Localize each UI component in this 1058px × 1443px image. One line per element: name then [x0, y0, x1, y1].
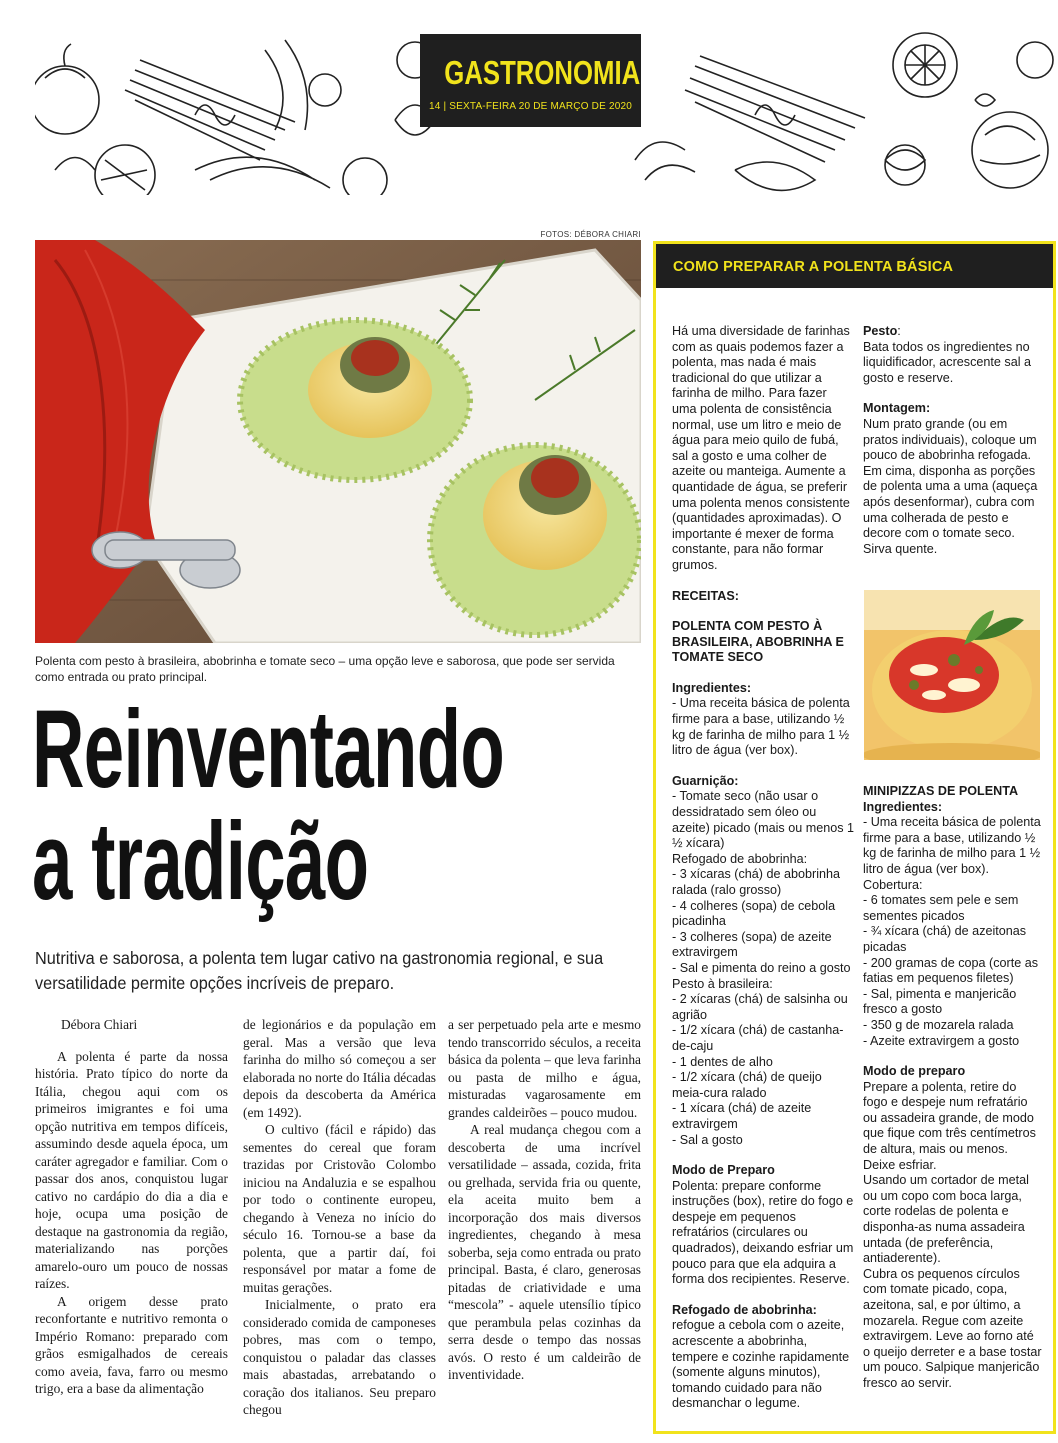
minipizza-photo — [864, 590, 1040, 760]
list-item: - 350 g de mozarela ralada — [863, 1017, 1014, 1032]
montagem-label: Montagem: — [863, 401, 931, 416]
list-item: - Azeite extravirgem a gosto — [863, 1033, 1020, 1048]
headline-line-1: Reinventando — [32, 688, 505, 811]
recipe-sidebar — [653, 241, 1056, 1434]
ingredientes-label: Ingredientes: — [672, 680, 752, 695]
list-item: - 1/2 xícara (chá) de queijo meia-cura ralado — [672, 1070, 822, 1100]
guarnicao-label: Guarnição: — [672, 773, 739, 788]
modo-preparo-label: Modo de Preparo — [672, 1163, 775, 1178]
list-item: - 1 dentes de alho — [672, 1054, 773, 1069]
list-item: - Sal e pimenta do reino a gosto — [672, 960, 851, 975]
list-item: Pesto à brasileira: — [672, 976, 773, 991]
sidebar-column-2-lower — [863, 784, 1043, 1392]
list-item: - 200 gramas de copa (corte as fatias em pequenos filetes) — [863, 955, 1039, 986]
article-paragraph: A polenta é parte da nossa história. Prato típico do norte da Itália, chegou aqui com os primeiros imigrantes e foi uma opção nutritiva em tempos difíceis, assumindo desde aquela época, um caráter agregador e familiar. Com o passar dos anos, conquistou lugar cativo no cardápio do dia a dia e hoje, ocupa uma posição de destaque na gastronomia da região, materializando nas porções amarelo-ouro um pouco de nossas raízes. — [35, 1048, 228, 1291]
list-item: - 1 xícara (chá) de azeite extravirgem — [672, 1101, 812, 1131]
sidebar-intro: Há uma diversidade de farinhas com as quais podemos fazer a polenta, mas nada é mais tradicional do que utilizar a farinha de milho. Para fazer uma polenta de consistência normal, use um litro e meio de água para meio quilo de fubá, sal a gosto e uma colher de azeite ou manteiga. Aumente a quantidade de água, se preferir uma polenta menos consistente (quantidades aproximadas). O importante é mexer de forma constante, para não formar grumos. — [672, 324, 850, 572]
sidebar-title: COMO PREPARAR A POLENTA BÁSICA — [673, 259, 954, 275]
list-item: - 2 xícaras (chá) de salsinha ou agrião — [672, 992, 848, 1022]
section-header — [420, 34, 641, 127]
ingredientes-2-label: Ingredientes: — [863, 799, 943, 814]
sidebar-column-1 — [672, 324, 854, 1412]
montagem-text: Num prato grande (ou em pratos individuais), coloque um pouco de abobrinha refogada. Em cima, disponha as porções de polenta uma a uma (aqueça após desenformar), cubra com uma colherada de pesto e decore com o tomate seco. Sirva quente. — [863, 416, 1038, 556]
list-item: - 3 xícaras (chá) de abobrinha ralada (ralo grosso) — [672, 867, 841, 897]
list-item: Cobertura: — [863, 877, 923, 892]
photo-caption: Polenta com pesto à brasileira, abobrinha e tomate seco – uma opção leve e saborosa, que pode ser servida como entrada ou prato principal. — [35, 654, 615, 684]
refogado-label: Refogado de abobrinha: — [672, 1302, 817, 1317]
article-paragraph: A origem desse prato reconfortante e nutritivo remonta o Império Romano: preparado com grãos esmigalhados de cereais como aveia, fava, farro ou mesmo trigo, era a base da alimentação — [35, 1293, 228, 1396]
list-item: - 4 colheres (sopa) de cebola picadinha — [672, 898, 836, 929]
modo-preparo-text: Polenta: prepare conforme instruções (box), retire do fogo e despeje em pequenos refratários (circulares ou quadrados), deixando esfriar um pouco para que ela adquira a forma dos recipientes. Reserve. — [672, 1178, 854, 1287]
list-item: - Sal, pimenta e manjericão fresco a gosto — [863, 986, 1017, 1017]
article-column-1 — [35, 1016, 228, 1398]
sidebar-header — [656, 244, 1053, 288]
ingredientes-text: - Uma receita básica de polenta firme para a base, utilizando ½ kg de farinha de milho para 1 ½ litro de água (ver box). — [672, 696, 850, 758]
list-item: - 1/2 xícara (chá) de castanha-de-caju — [672, 1023, 844, 1053]
section-title: GASTRONOMIA — [444, 54, 641, 91]
headline-line-2: a tradição — [32, 800, 369, 923]
article-lead: Nutritiva e saborosa, a polenta tem lugar cativo na gastronomia regional, e sua versatilidade permite opções incríveis de preparo. — [35, 948, 604, 993]
article-column-2 — [243, 1016, 436, 1419]
list-item: - 6 tomates sem pele e sem sementes picados — [863, 893, 1019, 923]
article-paragraph: Inicialmente, o prato era considerado comida de camponeses pobres, mas com o tempo, conquistou o paladar das classes mais abastadas, arrebatando o coração dos italianos. Seu preparo chegou — [243, 1297, 436, 1417]
recipe-2-title: MINIPIZZAS DE POLENTA — [863, 784, 1019, 798]
receitas-label: RECEITAS: — [672, 588, 739, 603]
modo-2-text: Cubra os pequenos círculos com tomate picado, copa, azeitona, sal, e por último, a mozarela. Regue com azeite extravirgem. Leve ao forno até o queijo derreter e a base tostar um pouco. Salpique manjericão fresco ao servir. — [863, 1266, 1042, 1390]
list-item: - ¾ xícara (chá) de azeitonas picadas — [863, 924, 1027, 954]
sidebar-column-2: Pesto: Bata todos os ingredientes no liquidificador, acrescente sal a gosto e reserve. Montagem: Num prato grande (ou em pratos individuais), coloque um pouco de abobrinha refogada. Em cima, disponha as porções de polenta uma a uma (aqueça após desenformar), cubra com uma colherada de pesto e decore com o tomate seco. Sirva quente. — [863, 324, 1043, 557]
main-photo — [35, 240, 641, 643]
article-paragraph: a ser perpetuado pela arte e mesmo tendo transcorrido séculos, a receita básica da polenta – que leva farinha ou pasta de milho e água, misturadas vagarosamente em grandes caldeirões – pouco mudou. — [448, 1017, 641, 1120]
list-item: - Uma receita básica de polenta firme para a base, utilizando ½ kg de farinha de milho para 1 ½ litro de água (ver box). — [863, 815, 1041, 876]
modo-2-text: Prepare a polenta, retire do fogo e despeje num refratário ou assadeira grande, de modo que fique com três centímetros de altura, mais ou menos. Deixe esfriar. — [863, 1079, 1036, 1172]
refogado-text: refogue a cebola com o azeite, acrescente a abobrinha, tempere e cozinhe rapidamente (somente alguns minutos), tomando cuidado para não desmanchar o legume. — [672, 1318, 850, 1411]
pesto-text: Bata todos os ingredientes no liquidificador, acrescente sal a gosto e reserve. — [863, 339, 1032, 385]
dateline: 14 | SEXTA-FEIRA 20 DE MARÇO DE 2020 — [428, 101, 632, 112]
modo-2-text: Usando um cortador de metal ou um copo com boca larga, corte rodelas de polenta e disponha-as numa assadeira untada (de preferência, antiaderente). — [863, 1173, 1029, 1266]
list-item: Refogado de abobrinha: — [672, 851, 808, 866]
photo-credit: FOTOS: DÉBORA CHIARI — [540, 230, 641, 239]
list-item: - Tomate seco (não usar o dessidratado sem óleo ou azeite) picado (mais ou menos 1 ½ xícara) — [672, 789, 855, 851]
headline — [32, 688, 505, 923]
article-column-3 — [448, 1016, 641, 1384]
article-paragraph: de legionários e da população em geral. Mas a versão que leva farinha do milho só começou a ser elaborada no norte do Itália décadas depois da descoberta da América (em 1492). — [243, 1017, 436, 1120]
recipe-1-title: POLENTA COM PESTO À BRASILEIRA, ABOBRINHA E TOMATE SECO — [672, 619, 844, 665]
list-item: - 3 colheres (sopa) de azeite extravirgem — [672, 929, 832, 960]
pesto-label: Pesto — [863, 324, 898, 338]
modo-preparo-2-label: Modo de preparo — [863, 1064, 966, 1079]
list-item: - Sal a gosto — [672, 1132, 743, 1147]
article-paragraph: O cultivo (fácil e rápido) das sementes do cereal que foram trazidas por Cristovão Colombo iniciou na Andaluzia e se espalhou por todo o continente europeu, chegando à Veneza no início do século 16. Tornou-se a base da polenta, que a partir daí, foi responsável por matar a fome de muitas gerações. — [243, 1122, 436, 1295]
article-paragraph: A real mudança chegou com a descoberta de uma incrível versatilidade – assada, cozida, frita ou grelhada, servida fria ou quente, ela aceita muito bem a incorporação dos mais diversos ingredientes, chegando à mesa soberba, seja como entrada ou prato principal. Basta, é claro, generosas pitadas de criatividade e uma “mescola” - aquele utensílio típico que perambula pelas cozinhas da serra desde o tempo das nossas avós. O resto é um caldeirão de inventividade. — [448, 1122, 641, 1382]
byline: Débora Chiari — [61, 1017, 138, 1032]
